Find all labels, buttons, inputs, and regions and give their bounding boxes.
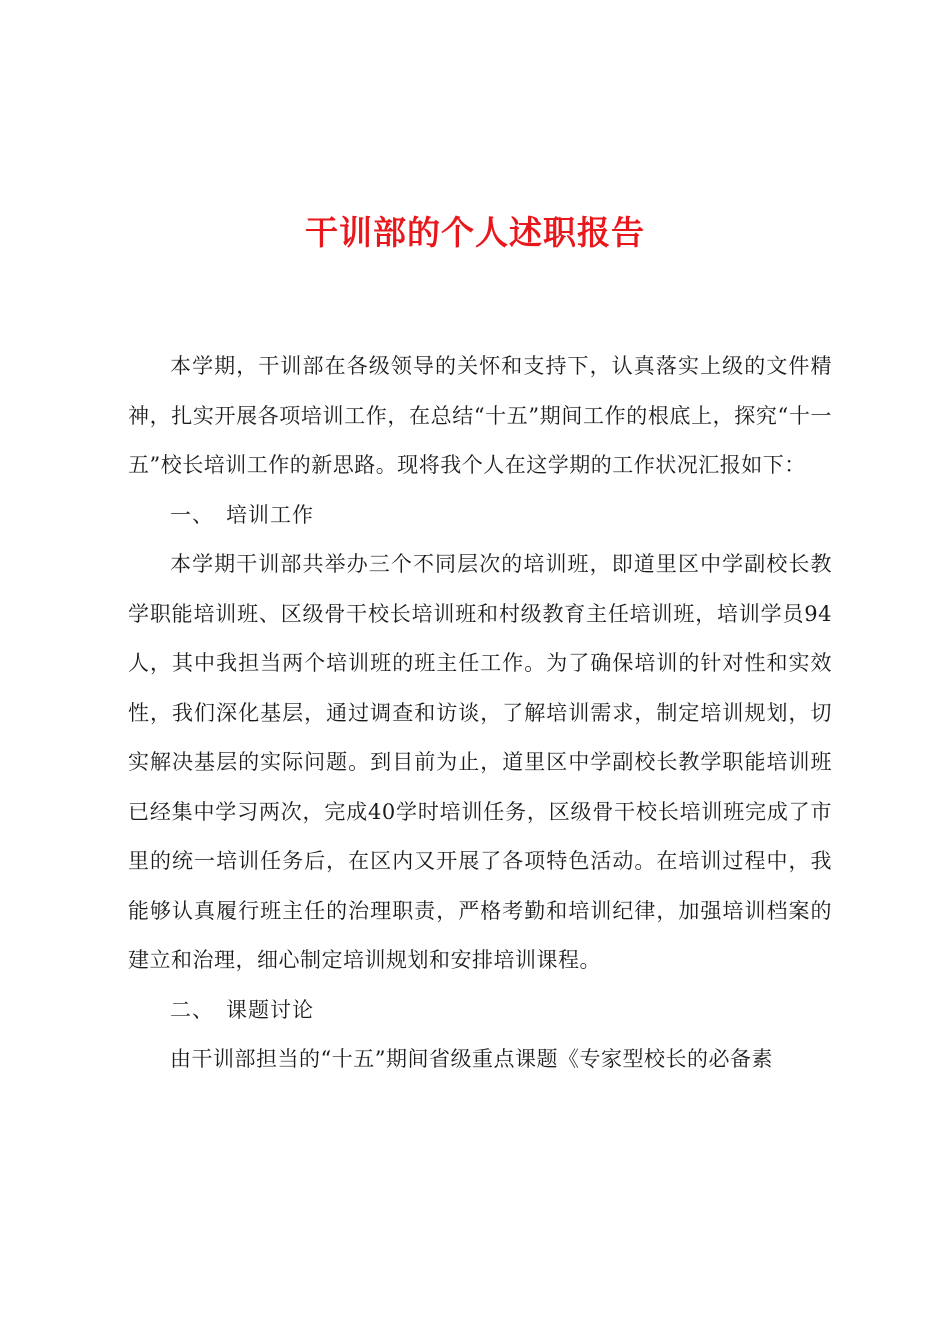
training-paragraph: 本学期干训部共举办三个不同层次的培训班，即道里区中学副校长教学职能培训班、区级骨干校长培训班和村级教育主任培训班，培训学员94人，其中我担当两个培训班的班主任工作。为了确保培训的针对性和实效性，我们深化基层，通过调查和访谈，了解培训需求，制定培训规划，切实解决基层的实际问题。到目前为止，道里区中学副校长教学职能培训班已经集中学习两次，完成40学时培训任务，区级骨干校长培训班完成了市里的统一培训任务后，在区内又开展了各项特色活动。在培训过程中，我能够认真履行班主任的治理职责，严格考勤和培训纪律，加强培训档案的建立和治理，细心制定培训规划和安排培训课程。 xyxy=(128,552,832,972)
document-title: 干训部的个人述职报告 xyxy=(305,213,645,252)
document-body xyxy=(128,342,832,1085)
section-heading-label: 培训工作 xyxy=(226,502,314,527)
section-heading-training xyxy=(128,491,832,541)
research-paragraph: 由干训部担当的“十五”期间省级重点课题《专家型校长的必备素 xyxy=(170,1047,773,1071)
section-number: 二、 xyxy=(170,997,214,1022)
section-number: 一、 xyxy=(170,502,214,527)
section-heading-research xyxy=(128,986,832,1036)
section-heading-label: 课题讨论 xyxy=(226,997,314,1022)
intro-paragraph: 本学期，干训部在各级领导的关怀和支持下，认真落实上级的文件精神，扎实开展各项培训工作，在总结“十五”期间工作的根底上，探究“十一五”校长培训工作的新思路。现将我个人在这学期的工作状况汇报如下： xyxy=(128,354,832,477)
